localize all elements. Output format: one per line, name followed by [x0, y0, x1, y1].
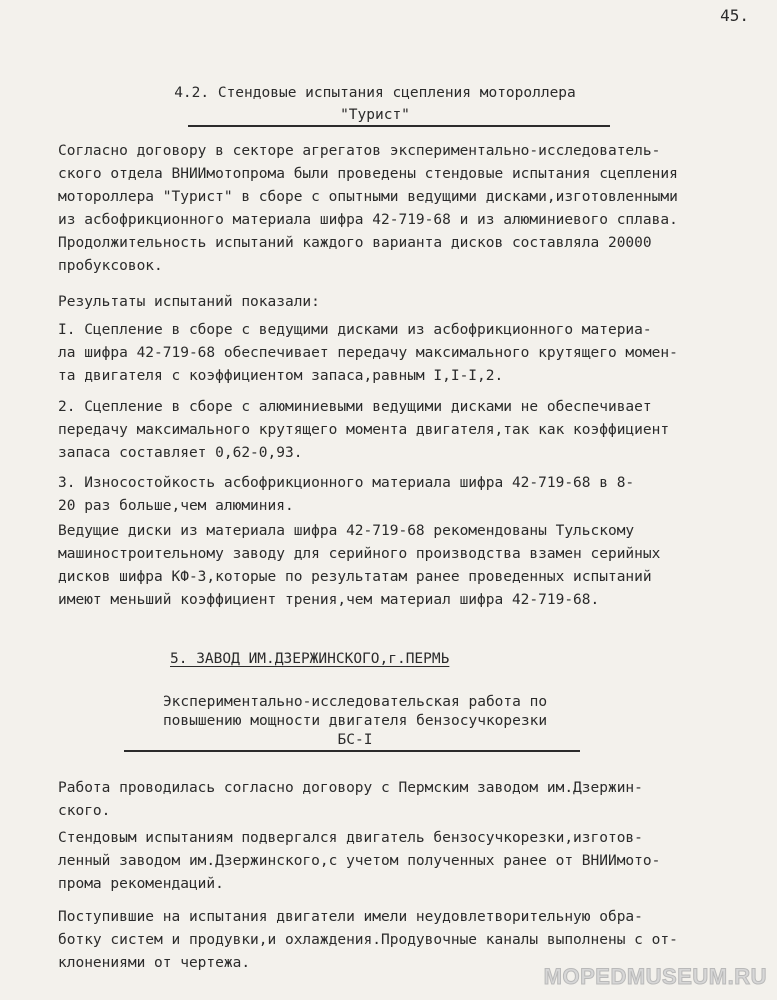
paragraph-recommendation: Ведущие диски из материала шифра 42-719-68 рекомендованы Тульскому машиностроительному заводу для серийного производства взамен серийных дисков шифра КФ-3,которые по результатам ранее проведенных испытаний имеют меньший коэффициент трения,чем материал шифра 42-719-68.: [58, 523, 661, 608]
section-5-underline: [124, 750, 580, 752]
section-4-2-title-line2: "Турист": [340, 107, 410, 123]
section-5-subtitle: [100, 693, 610, 750]
section-4-2-underline: [188, 125, 610, 127]
paragraph-agreement: Согласно договору в секторе агрегатов экспериментально-исследователь- ского отдела ВНИИмотопрома были проведены стендовые испытания сцепления мотороллера "Турист" в сборе с опытными ведущими дисками,изготовленными из асбофрикционного материала шифра 42-719-68 и из алюминиевого сплава. Продолжительность испытаний каждого варианта дисков составляла 20000 пробуксовок.: [58, 143, 678, 274]
paragraph-result-2: 2. Сцепление в сборе с алюминиевыми ведущими дисками не обеспечивает передачу максимального крутящего момента двигателя,так как коэффициент запаса составляет 0,62-0,93.: [58, 399, 670, 461]
section-5-subtitle-line2: повышению мощности двигателя бензосучкорезки: [162, 713, 548, 729]
paragraph-work-agreement: Работа проводилась согласно договору с Пермским заводом им.Дзержин- ского.: [58, 780, 643, 819]
paragraph-engines-defects: Поступившие на испытания двигатели имели неудовлетворительную обра- ботку систем и продувки,и охлаждения.Продувочные каналы выполнены с от- клонениями от чертежа.: [58, 909, 678, 971]
page-number: 45.: [720, 6, 749, 25]
section-5-title: 5. ЗАВОД ИМ.ДЗЕРЖИНСКОГО,г.ПЕРМЬ: [170, 651, 450, 667]
paragraph-results-intro: Результаты испытаний показали:: [58, 294, 320, 310]
section-5-heading: [170, 651, 449, 667]
section-5-subtitle-line1: Экспериментально-исследовательская работа по: [162, 694, 548, 710]
paragraph-result-1: I. Сцепление в сборе с ведущими дисками из асбофрикционного материа- ла шифра 42-719-68 обеспечивает передачу максимального крутящего момен- та двигателя с коэффициентом запаса,равным I,I-I,2.: [58, 322, 678, 384]
section-5-subtitle-line3: БС-I: [337, 732, 373, 748]
section-4-2-title-line1: 4.2. Стендовые испытания сцепления мотороллера: [174, 85, 576, 101]
section-4-2-heading: [130, 82, 620, 126]
paragraph-result-3: 3. Износостойкость асбофрикционного материала шифра 42-719-68 в 8- 20 раз больше,чем алюминия.: [58, 475, 635, 514]
paragraph-bench-tests: Стендовым испытаниям подвергался двигатель бензосучкорезки,изготов- ленный заводом им.Дзержинского,с учетом полученных ранее от ВНИИмото- прома рекомендаций.: [58, 830, 661, 892]
watermark-logo: MOPEDMUSEUM.RU: [543, 964, 767, 989]
